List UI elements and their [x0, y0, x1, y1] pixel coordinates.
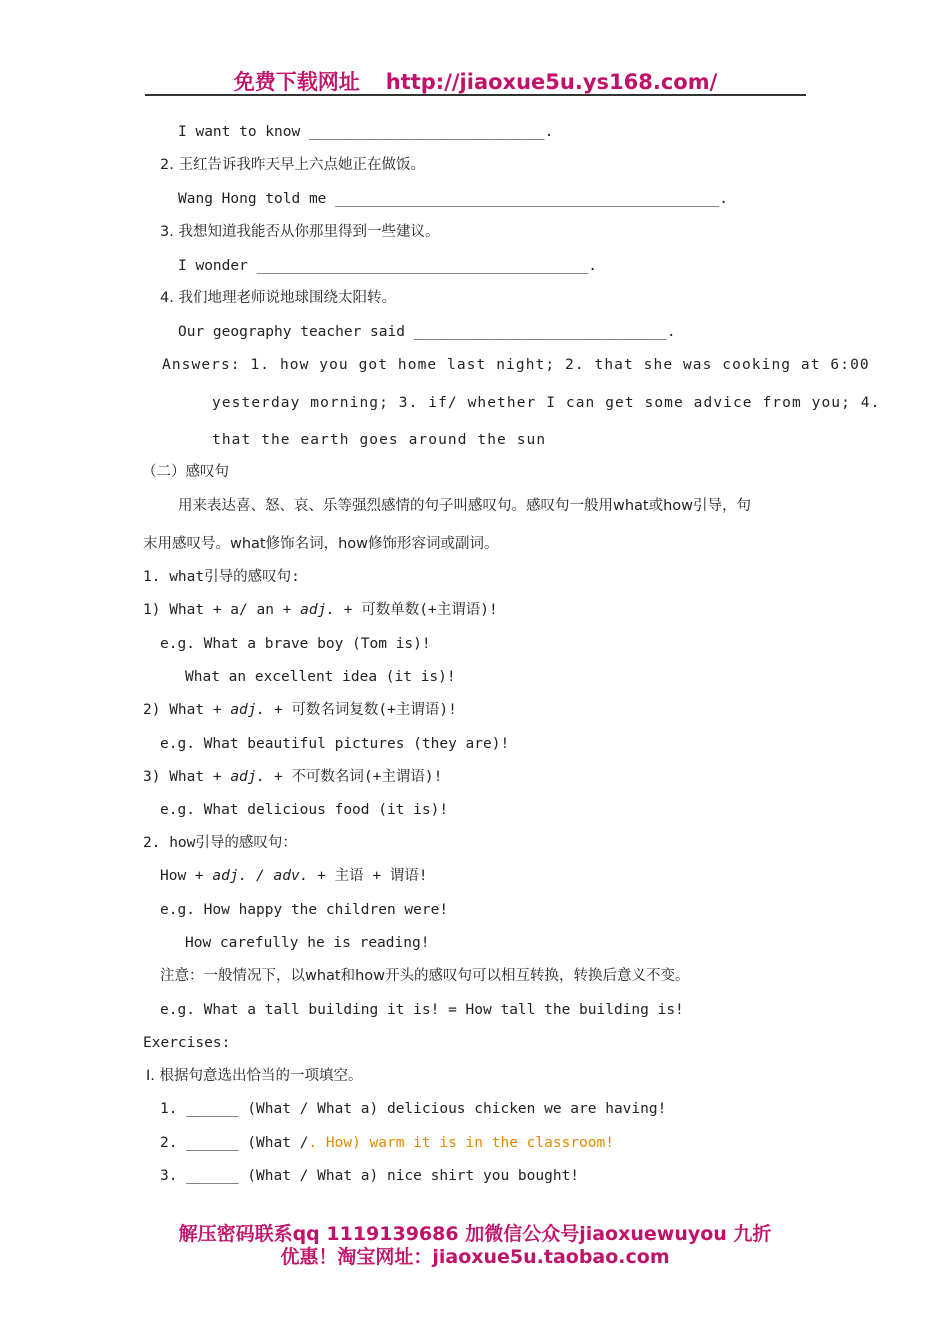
example-2: e.g. What beautiful pictures (they are)! [160, 736, 510, 752]
exercise-instruction: Ⅰ. 根据句意选出恰当的一项填空。 [146, 1068, 363, 1084]
note-line: 注意：一般情况下，以what和how开头的感叹句可以相互转换，转换后意义不变。 [160, 968, 690, 984]
exercise-item-3: 3. ______ (What / What a) nice shirt you bought! [160, 1168, 580, 1184]
exercise-item-2: 2. ______ (What /. How) warm it is in the classroom! [160, 1135, 614, 1151]
exercise-2-english: Wang Hong told me ____________________________________________. [178, 191, 728, 207]
subheading-how: 2. how引导的感叹句： [143, 835, 297, 851]
rule-3: 3) What + adj. + 不可数名词(+主谓语)! [143, 769, 443, 785]
answers-line-1: Answers: 1. how you got home last night; 2. that she was cooking at 6:00 [162, 357, 870, 373]
example-conversion: e.g. What a tall building it is! = How tall the building is! [160, 1002, 684, 1018]
exercise-3-english: I wonder ______________________________________. [178, 258, 598, 274]
rule-1: 1) What + a/ an + adj. + 可数单数(+主谓语)! [143, 602, 498, 618]
exercise-4-chinese: 4. 我们地理老师说地球围绕太阳转。 [160, 290, 396, 306]
intro-paragraph-line-2: 末用感叹号。what修饰名词，how修饰形容词或副词。 [143, 536, 499, 552]
exercises-heading: Exercises: [143, 1035, 231, 1051]
example-3: e.g. What delicious food (it is)! [160, 802, 449, 818]
page-header [145, 66, 806, 96]
example-1a: e.g. What a brave boy (Tom is)! [160, 636, 431, 652]
example-1b: What an excellent idea (it is)! [185, 669, 456, 685]
intro-paragraph-line-1: 用来表达喜、怒、哀、乐等强烈感情的句子叫感叹句。感叹句一般用what或how引导，句 [178, 498, 752, 514]
footer-line-1: 解压密码联系qq 1119139686 加微信公众号jiaoxuewuyou 九折 [178, 1223, 772, 1245]
exercise-3-chinese: 3. 我想知道我能否从你那里得到一些建议。 [160, 224, 440, 240]
rule-how: How + adj. / adv. + 主语 + 谓语! [160, 868, 428, 884]
example-how-a: e.g. How happy the children were! [160, 902, 449, 918]
example-how-b: How carefully he is reading! [185, 935, 430, 951]
answers-line-2: yesterday morning; 3. if/ whether I can get some advice from you; 4. [212, 395, 881, 411]
subheading-what: 1. what引导的感叹句: [143, 569, 300, 585]
exercise-1-english: I want to know ___________________________. [178, 124, 554, 140]
exercise-2-chinese: 2. 王红告诉我昨天早上六点她正在做饭。 [160, 157, 425, 173]
exercise-4-english: Our geography teacher said _____________________________. [178, 324, 676, 340]
exercise-item-1: 1. ______ (What / What a) delicious chicken we are having! [160, 1101, 667, 1117]
section-heading-exclamatory: （二）感叹句 [142, 464, 229, 480]
footer-line-2: 优惠！淘宝网址：jiaoxue5u.taobao.com [280, 1246, 670, 1268]
header-url-link[interactable]: http://jiaoxue5u.ys168.com/ [385, 70, 718, 94]
header-label: 免费下载网址 [233, 70, 360, 94]
rule-2: 2) What + adj. + 可数名词复数(+主谓语)! [143, 702, 457, 718]
answers-line-3: that the earth goes around the sun [212, 432, 547, 448]
